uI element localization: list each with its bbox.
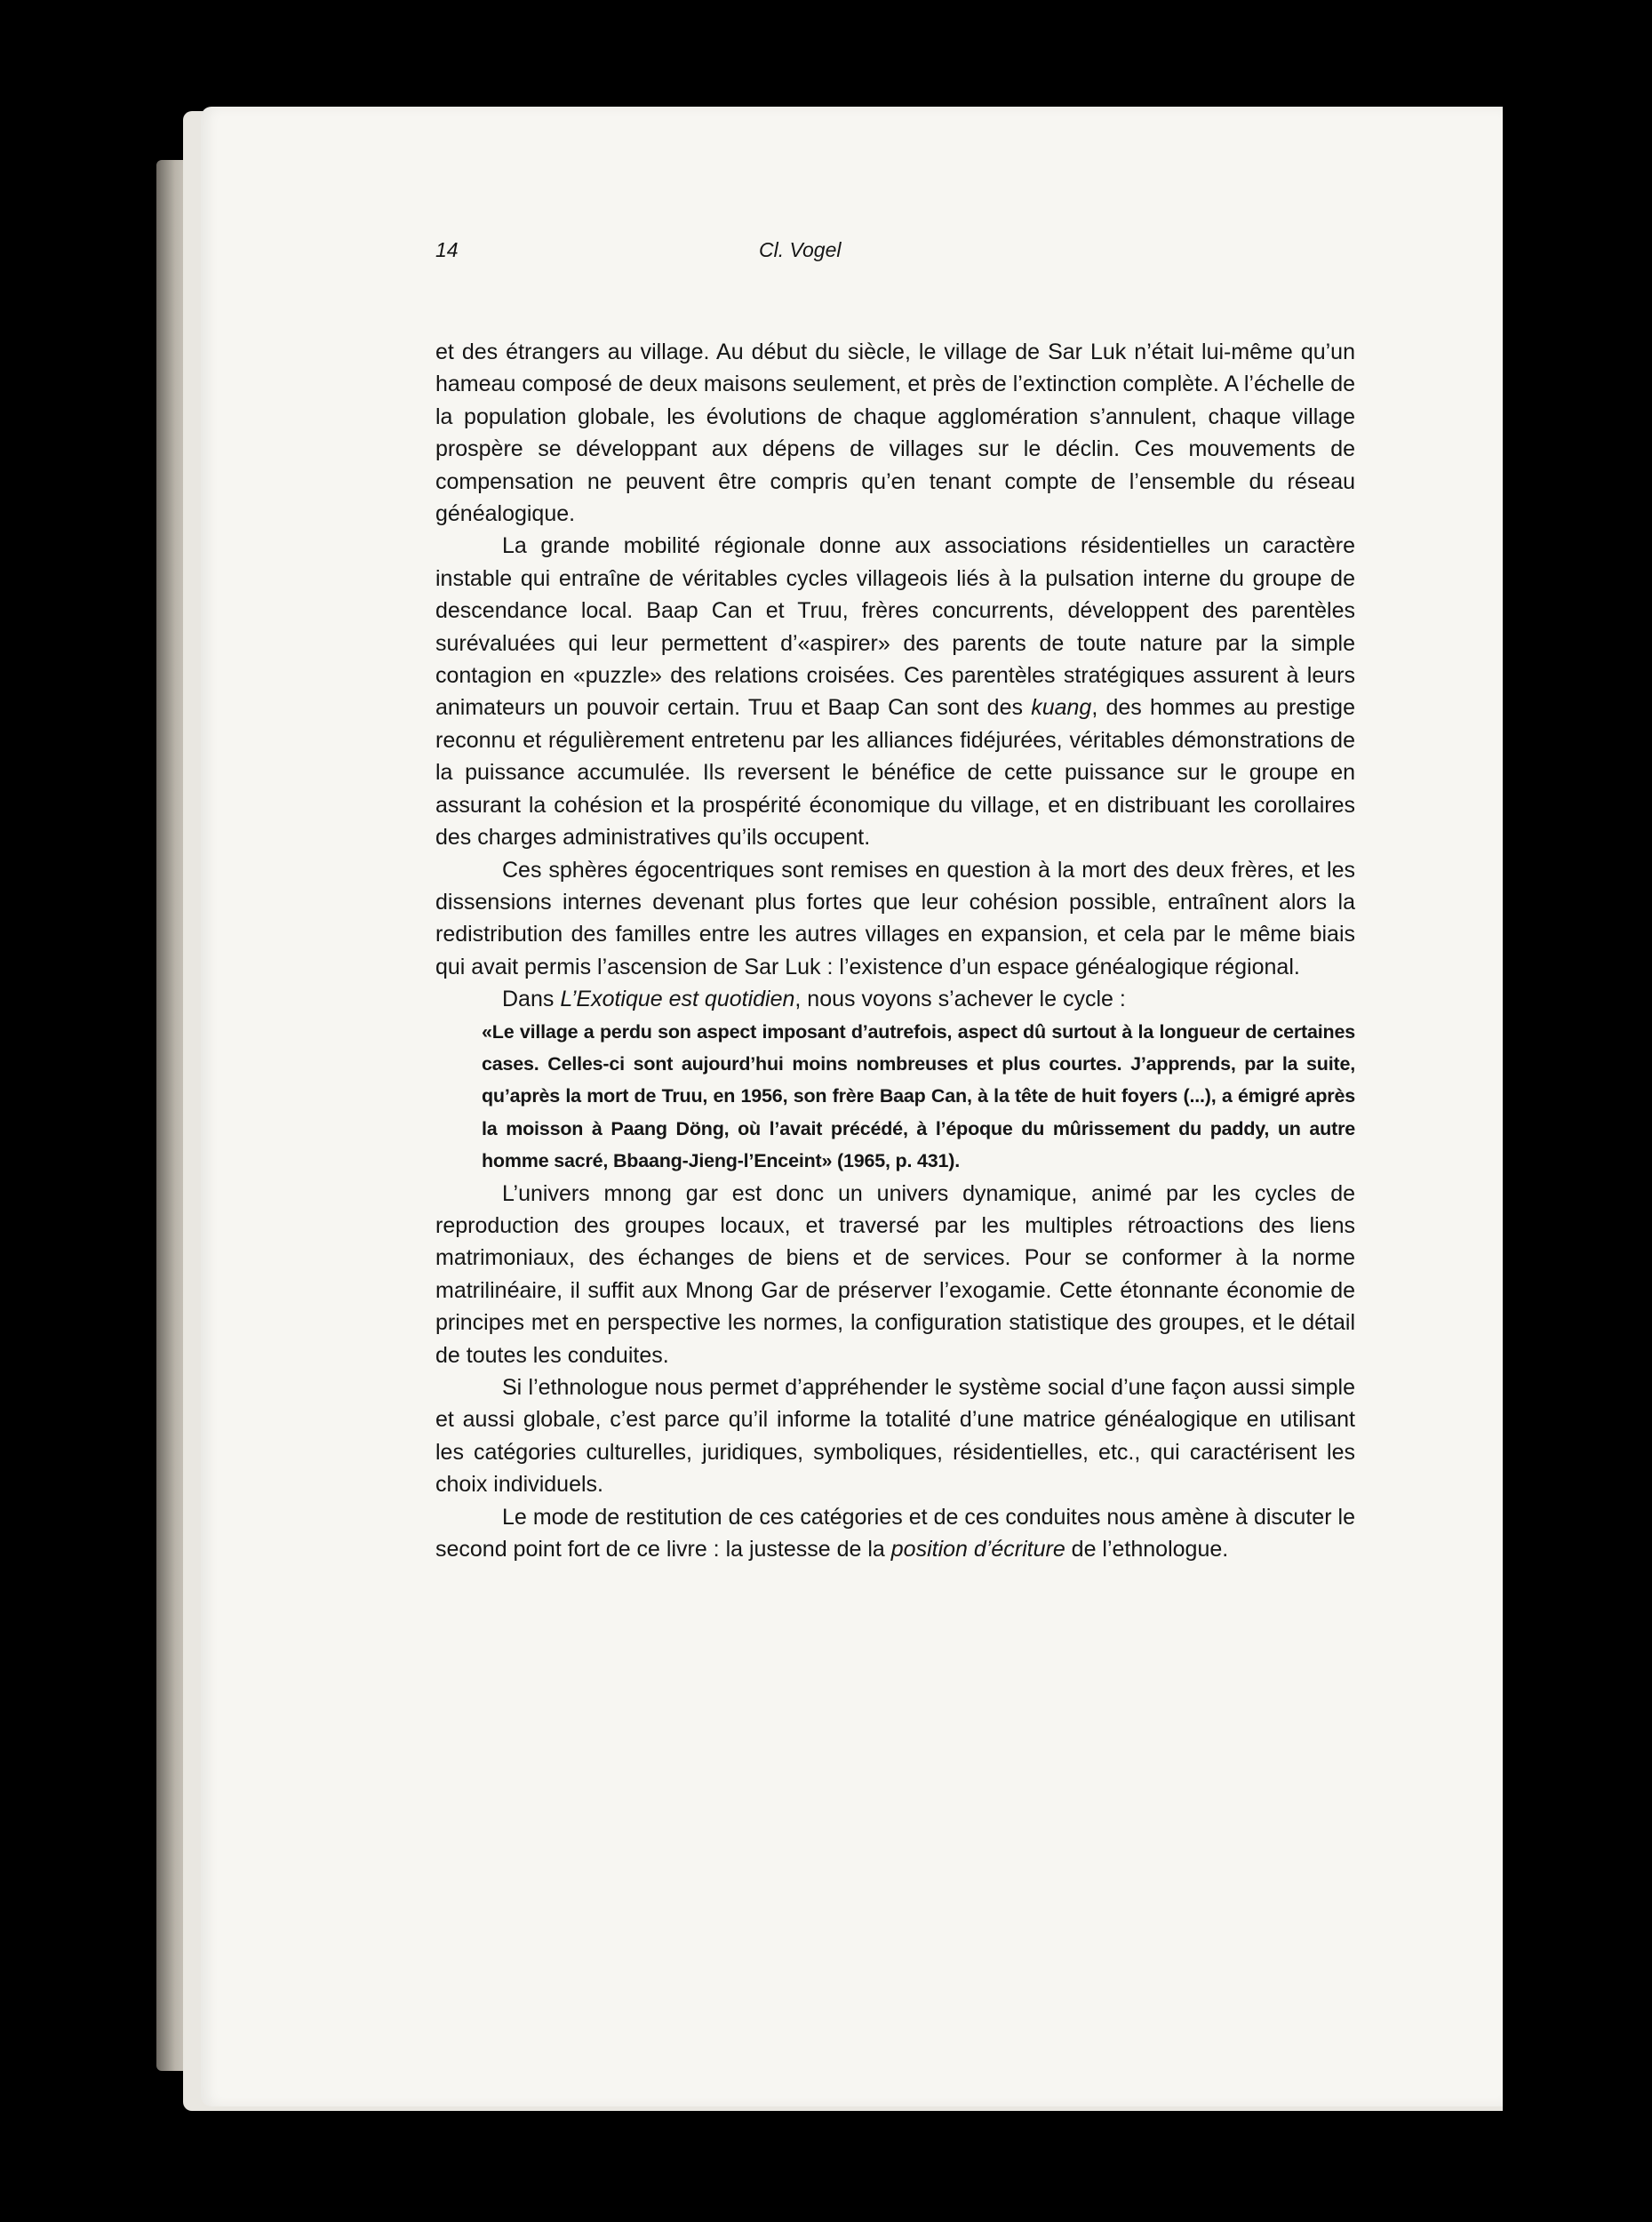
- paragraph-7-emphasis: position d’écriture: [890, 1537, 1065, 1563]
- paragraph-4: [435, 983, 1355, 1015]
- paragraph-7: [435, 1501, 1355, 1566]
- paragraph-4-text-a: Dans: [502, 987, 561, 1012]
- paragraph-4-emphasis: L’Exotique est quotidien: [560, 987, 795, 1012]
- paragraph-6: Si l’ethnologue nous permet d’appréhender le système social d’une façon aussi simple et aussi globale, c’est parce qu’il informe la totalité d’une matrice généalogique en utilisant les catégories culturelles, juridiques, symboliques, résidentielles, etc., qui caractérisent les choix individuels.: [435, 1375, 1355, 1498]
- paragraph-7-text-b: de l’ethnologue.: [1065, 1537, 1229, 1563]
- paragraph-4-text-b: , nous voyons s’achever le cycle :: [794, 987, 1126, 1012]
- page-header: [435, 238, 1355, 274]
- paragraph-2-emphasis: kuang: [1031, 695, 1092, 721]
- paragraph-3: Ces sphères égocentriques sont remises en question à la mort des deux frères, et les dissensions internes devenant plus fortes que leur cohésion possible, entraînent alors la redistribution des familles entre les autres villages en expansion, et cela par le même biais qui avait permis l’ascension de Sar Luk : l’existence d’un espace généalogique régional.: [435, 857, 1355, 979]
- paragraph-7-text-a: Le mode de restitution de ces catégories et de ces conduites nous amène à discuter le second point fort de ce livre : la justesse de la: [435, 1504, 1355, 1563]
- running-head: Cl. Vogel: [759, 238, 842, 261]
- paragraph-2-text-b: , des hommes au prestige reconnu et régulièrement entretenu par les alliances fidéjurées, véritables démonstrations de la puissance accumulée. Ils reversent le bénéfice de cette puissance sur le groupe en assurant la cohésion et la prospérité économique du village, et en distribuant les corollaires des charges administratives qu’ils occupent.: [435, 695, 1355, 851]
- paragraph-2-text-a: La grande mobilité régionale donne aux associations résidentielles un caractère instable qui entraîne de véritables cycles villageois liés à la pulsation interne du groupe de descendance local. Baap Can et Truu, frères concurrents, développent des parentèles surévaluées qui leur permettent d’«aspirer» des parents de toute nature par la simple contagion en «puzzle» des relations croisées. Ces parentèles stratégiques assurent à leurs animateurs un pouvoir certain. Truu et Baap Can sont des: [435, 533, 1355, 721]
- page-body: [435, 336, 1355, 1565]
- block-quote: «Le village a perdu son aspect imposant d’autrefois, aspect dû surtout à la longueur de certaines cases. Celles-ci sont aujourd’hui moins nombreuses et plus courtes. J’apprends, par la suite, qu’après la mort de Truu, en 1956, son frère Baap Can, à la tête de huit foyers (...), a émigré après la moisson à Paang Döng, où l’avait précédé, à l’époque du mûrissement du paddy, un autre homme sacré, Bbaang-Jieng-l’Enceint» (1965, p. 431).: [482, 1020, 1355, 1172]
- paragraph-1: et des étrangers au village. Au début du siècle, le village de Sar Luk n’était lui-même qu’un hameau composé de deux maisons seulement, et près de l’extinction complète. A l’échelle de la population globale, les évolutions de chaque agglomération s’annulent, chaque village prospère se développant aux dépens de villages sur le déclin. Ces mouvements de compensation ne peuvent être compris qu’en tenant compte de l’ensemble du réseau généalogique.: [435, 340, 1355, 527]
- paragraph-5: L’univers mnong gar est donc un univers dynamique, animé par les cycles de reproduction des groupes locaux, et traversé par les multiples rétroactions des liens matrimoniaux, des échanges de biens et de services. Pour se conformer à la norme matrilinéaire, il suffit aux Mnong Gar de préserver l’exogamie. Cette étonnante économie de principes met en perspective les normes, la configuration statistique des groupes, et le détail de toutes les conduites.: [435, 1180, 1355, 1368]
- page-number: 14: [435, 238, 459, 261]
- paragraph-2: [435, 530, 1355, 853]
